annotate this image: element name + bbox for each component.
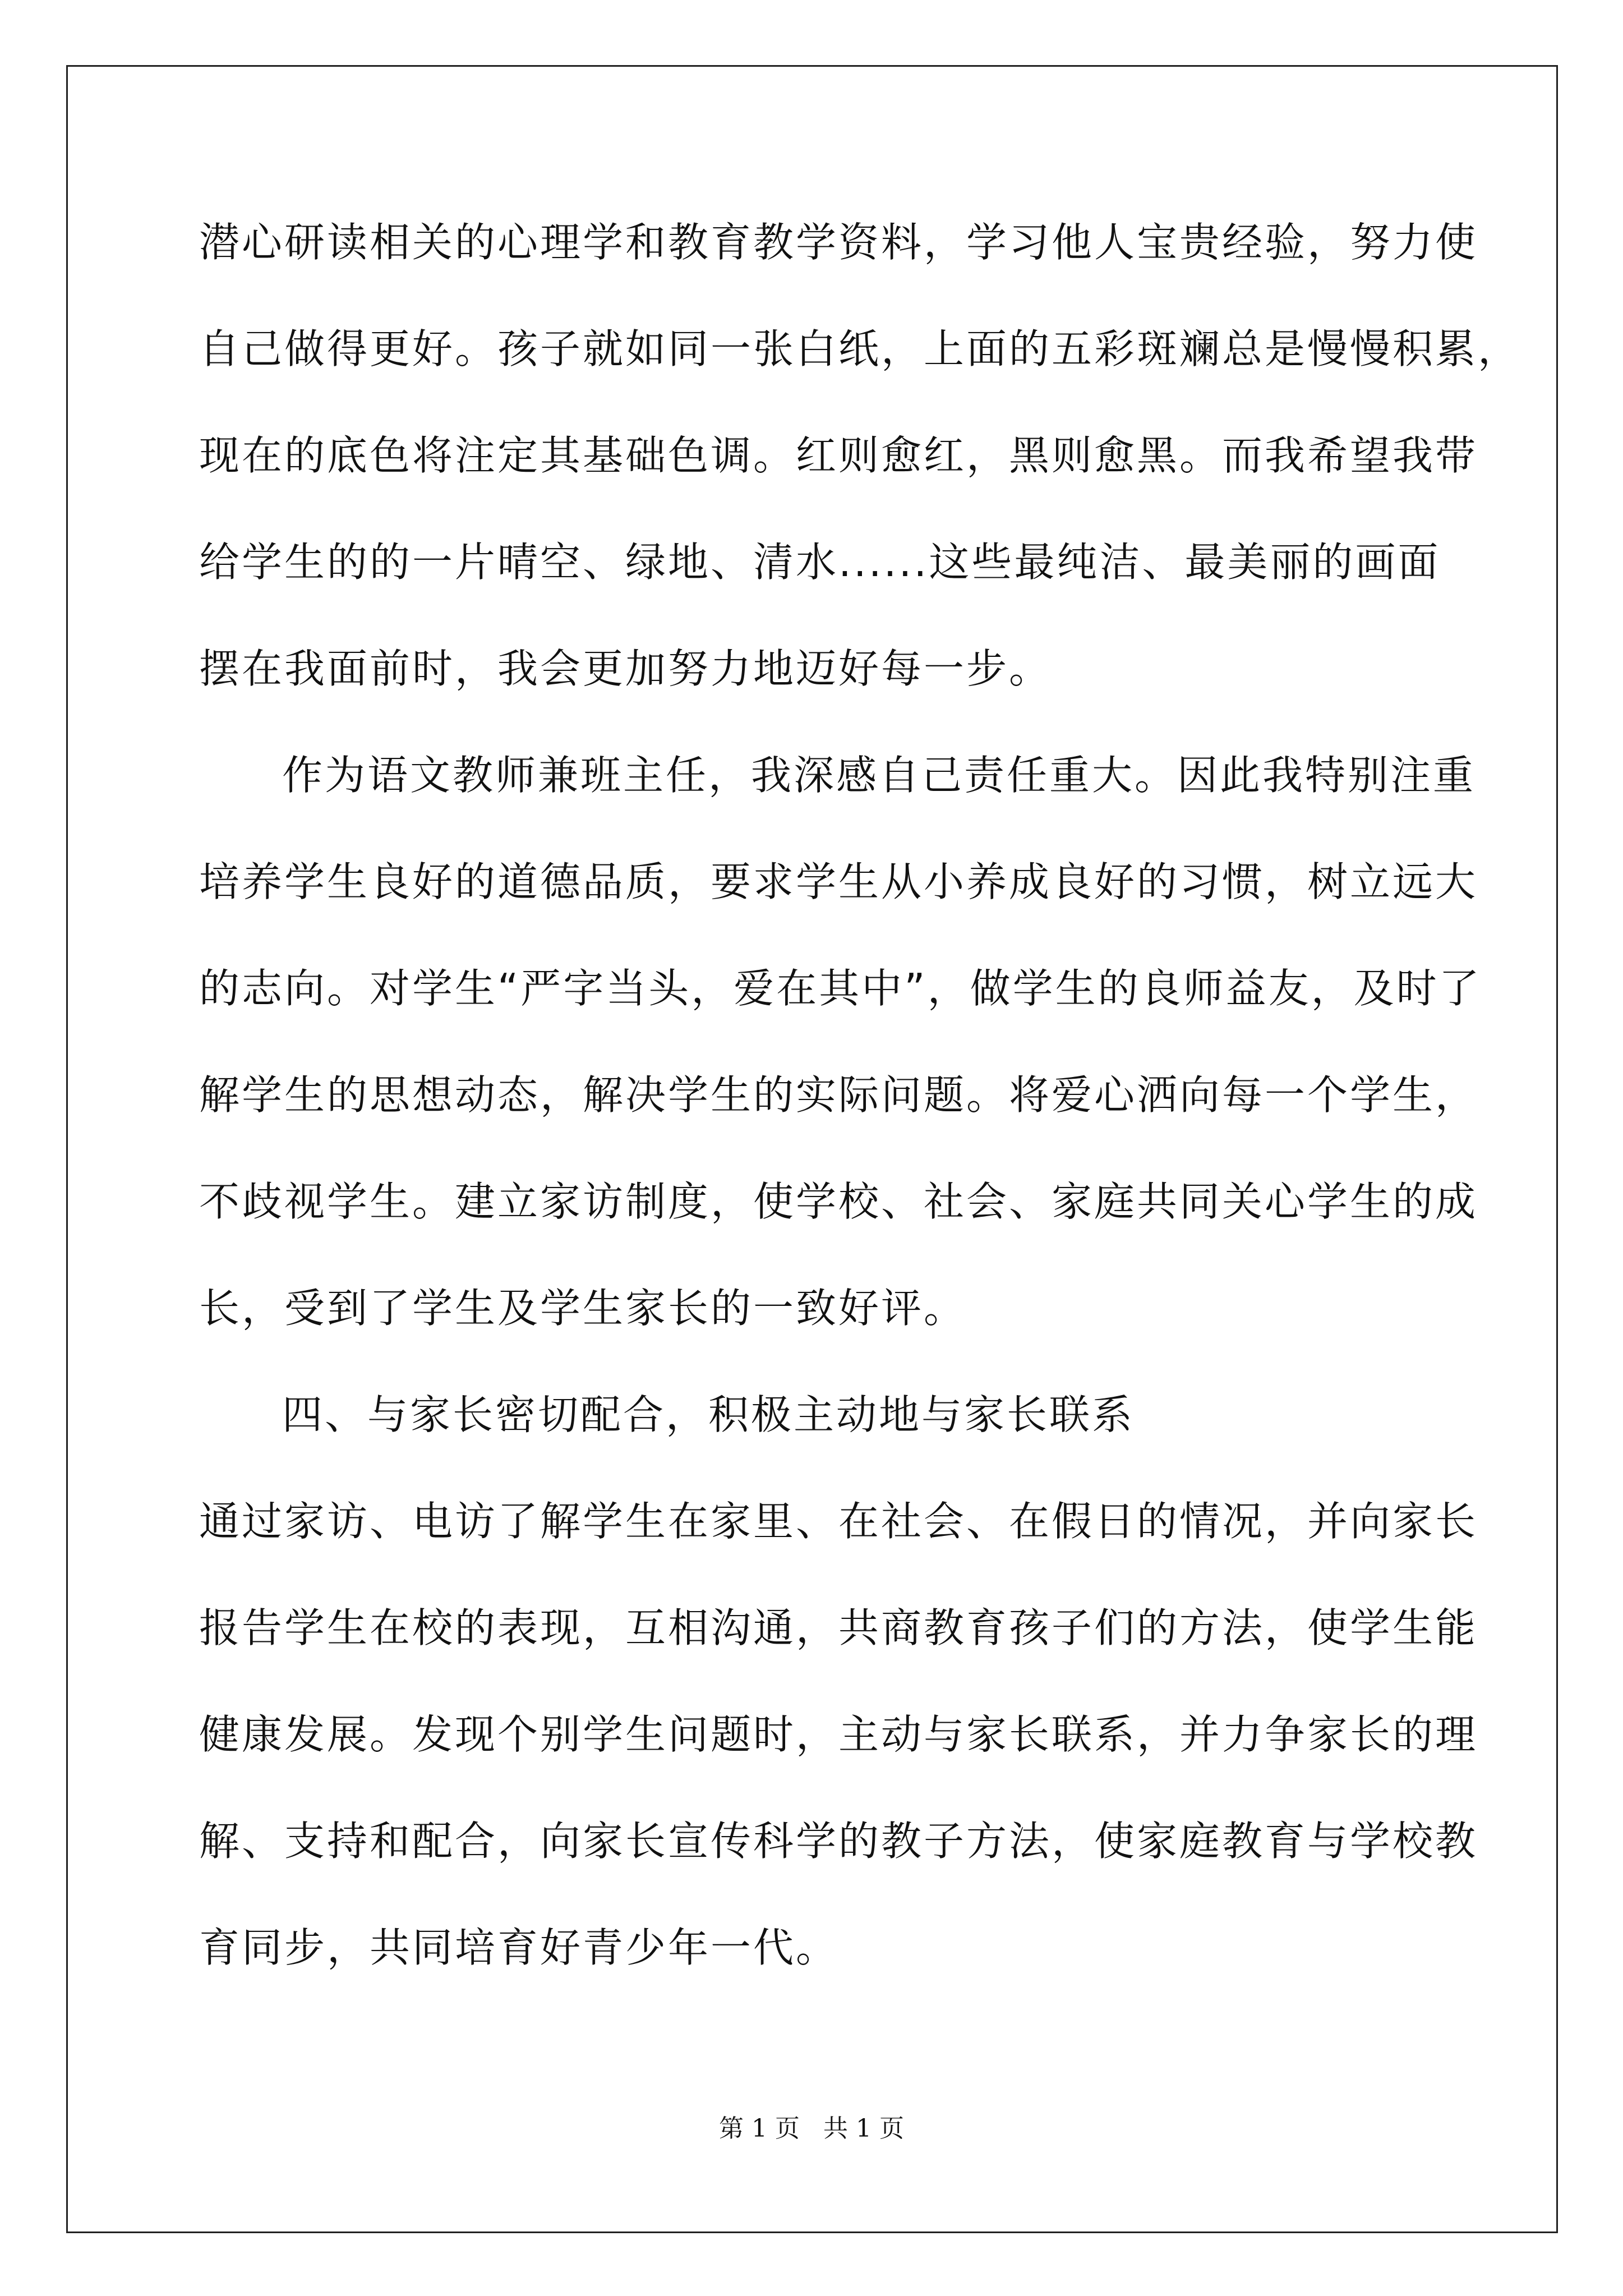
text-line: 的志向。对学生“严字当头，爱在其中”，做学生的良师益友，及时了 <box>199 965 1482 1012</box>
text-line: 现在的底色将注定其基础色调。红则愈红，黑则愈黑。而我希望我带 <box>199 432 1478 479</box>
text-line: 报告学生在校的表现，互相沟通，共商教育孩子们的方法，使学生能 <box>199 1604 1478 1651</box>
text-line: 解、支持和配合，向家长宣传科学的教子方法，使家庭教育与学校教 <box>199 1818 1478 1865</box>
page-number-total: 共 1 页 <box>823 2114 904 2143</box>
text-line: 育同步，共同培育好青少年一代。 <box>199 1924 839 1971</box>
text-line: 给学生的的一片晴空、绿地、清水......这些最纯洁、最美丽的画面 <box>199 539 1441 586</box>
text-line: 解学生的思想动态，解决学生的实际问题。将爱心洒向每一个学生， <box>199 1071 1478 1119</box>
text-line: 作为语文教师兼班主任，我深感自己责任重大。因此我特别注重 <box>282 752 1476 799</box>
text-line: 自己做得更好。孩子就如同一张白纸，上面的五彩斑斓总是慢慢积累， <box>199 325 1521 372</box>
text-line: 潜心研读相关的心理学和教育教学资料，学习他人宝贵经验，努力使 <box>199 219 1478 266</box>
text-line: 培养学生良好的道德品质，要求学生从小养成良好的习惯，树立远大 <box>199 858 1478 905</box>
text-line: 摆在我面前时，我会更加努力地迈好每一步。 <box>199 645 1052 692</box>
text-line: 健康发展。发现个别学生问题时，主动与家长联系，并力争家长的理 <box>199 1711 1478 1758</box>
page-number-current: 第 1 页 <box>719 2114 800 2143</box>
text-line: 不歧视学生。建立家访制度，使学校、社会、家庭共同关心学生的成 <box>199 1178 1478 1225</box>
text-line: 长，受到了学生及学生家长的一致好评。 <box>199 1285 967 1332</box>
page-footer <box>0 2108 1623 2144</box>
document-body <box>199 209 1521 2021</box>
section-heading: 四、与家长密切配合，积极主动地与家长联系 <box>282 1391 1135 1438</box>
text-line: 通过家访、电访了解学生在家里、在社会、在假日的情况，并向家长 <box>199 1498 1478 1545</box>
